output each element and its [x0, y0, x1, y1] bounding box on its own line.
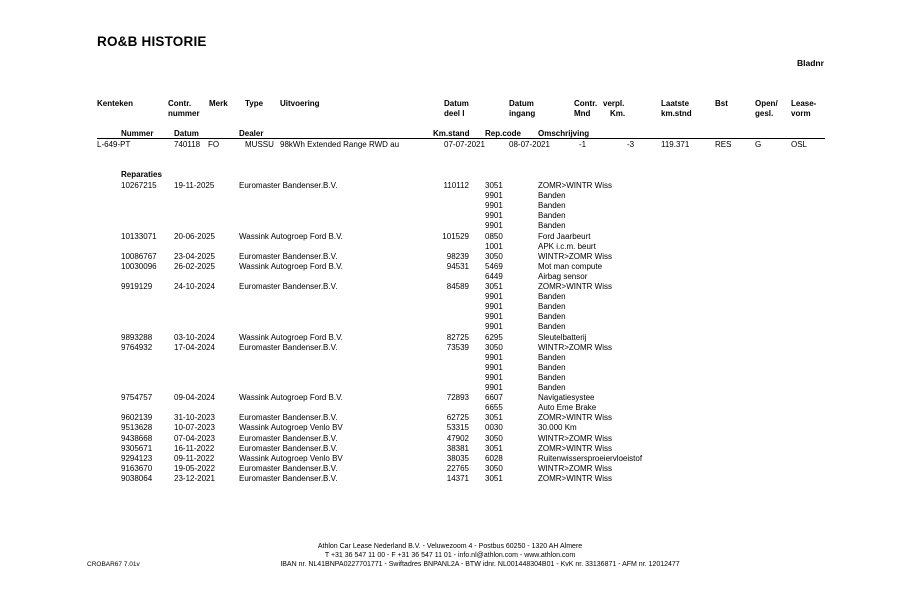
- rep-km: 72893: [446, 393, 469, 403]
- rep-dealer: Wassink Autogroep Ford B.V.: [239, 261, 343, 271]
- rep-datum: 23-04-2025: [174, 251, 215, 261]
- table-row: [0, 322, 900, 332]
- rep-km: 47902: [446, 433, 469, 443]
- table-row: [0, 221, 900, 231]
- bladnr-label: Bladnr: [797, 58, 824, 68]
- rep-code: 9901: [485, 201, 503, 211]
- rep-datum: 23-12-2021: [174, 473, 215, 483]
- rep-code: 5469: [485, 261, 503, 271]
- rep-code: 6607: [485, 393, 503, 403]
- rep-omschrijving: Banden: [538, 362, 566, 372]
- rep-code: 9901: [485, 292, 503, 302]
- rep-code: 6028: [485, 453, 503, 463]
- rep-dealer: Euromaster Bandenser.B.V.: [239, 342, 338, 352]
- rep-code: 3051: [485, 443, 503, 453]
- rep-code: 3051: [485, 181, 503, 190]
- vehicle-uitvoering: 98kWh Extended Range RWD au: [280, 140, 400, 149]
- rep-code: 9901: [485, 372, 503, 382]
- subheader-datum: Datum: [174, 129, 199, 138]
- rep-datum: 03-10-2024: [174, 332, 215, 342]
- rep-omschrijving: 30.000 Km: [538, 423, 577, 433]
- rep-code: 9901: [485, 383, 503, 392]
- rep-dealer: Euromaster Bandenser.B.V.: [239, 443, 338, 453]
- header-contr-nummer-2: nummer: [168, 109, 200, 118]
- header-datum-deel-1: Datum: [444, 99, 469, 108]
- rep-km: 82725: [446, 332, 469, 342]
- rep-km: 110112: [443, 181, 469, 190]
- rep-code: 3051: [485, 282, 503, 291]
- header-kenteken: Kenteken: [97, 99, 134, 108]
- table-row: [0, 474, 900, 484]
- table-row: [0, 181, 900, 191]
- rep-nummer: 10030096: [121, 261, 157, 271]
- table-row: [0, 444, 900, 454]
- rep-code: 9901: [485, 322, 503, 332]
- rep-code: 3050: [485, 463, 503, 473]
- rep-code: 9901: [485, 191, 503, 201]
- vehicle-lease-vorm: OSL: [791, 140, 808, 149]
- rep-omschrijving: ZOMR>WINTR Wiss: [538, 181, 612, 190]
- rep-km: 94531: [446, 261, 469, 271]
- rep-nummer: 9764932: [121, 342, 153, 352]
- table-row: [0, 211, 900, 221]
- header-datum-deel-2: deel I: [444, 109, 465, 118]
- rep-km: 22765: [446, 463, 469, 473]
- table-row: [0, 454, 900, 464]
- rep-dealer: Wassink Autogroep Venlo BV: [239, 423, 343, 433]
- table-row: [0, 333, 900, 343]
- rep-nummer: 9893288: [121, 332, 153, 342]
- rep-omschrijving: Banden: [538, 383, 566, 392]
- header-uitvoering: Uitvoering: [280, 99, 320, 108]
- rep-code: 3051: [485, 473, 503, 483]
- rep-omschrijving: Ford Jaarbeurt: [538, 231, 591, 241]
- rep-datum: 16-11-2022: [174, 443, 215, 453]
- table-row: [0, 232, 900, 242]
- rep-nummer: 9438668: [121, 433, 153, 443]
- vehicle-datum-deel: 07-07-2021: [444, 140, 485, 149]
- page-title: RO&B HISTORIE: [97, 34, 207, 49]
- header-contr-nummer-1: Contr.: [168, 99, 192, 108]
- rep-omschrijving: APK i.c.m. beurt: [538, 241, 596, 251]
- rep-code: 9901: [485, 352, 503, 362]
- rep-datum: 09-04-2024: [174, 393, 215, 403]
- header-divider: [97, 138, 825, 139]
- rep-nummer: 9919129: [121, 282, 153, 291]
- rep-code: 9901: [485, 302, 503, 312]
- footer-code: CROBAR67 7.01v: [87, 561, 140, 568]
- rep-km: 62725: [446, 413, 469, 423]
- rep-nummer: 9163670: [121, 463, 153, 473]
- rep-code: 6449: [485, 271, 503, 281]
- rep-nummer: 9038064: [121, 473, 153, 483]
- rep-nummer: 9305671: [121, 443, 153, 453]
- rep-code: 6655: [485, 403, 503, 413]
- table-row: [0, 413, 900, 423]
- rep-omschrijving: Banden: [538, 201, 566, 211]
- rep-omschrijving: WINTR>ZOMR Wiss: [538, 433, 612, 443]
- rep-omschrijving: Banden: [538, 312, 566, 322]
- vehicle-bst: RES: [715, 140, 732, 149]
- header-lease-2: vorm: [791, 109, 811, 118]
- rep-dealer: Euromaster Bandenser.B.V.: [239, 413, 338, 423]
- vehicle-kenteken: L-649-PT: [97, 140, 131, 149]
- rep-datum: 24-10-2024: [174, 282, 215, 291]
- vehicle-verpl-km: -3: [627, 140, 635, 149]
- rep-omschrijving: Airbag sensor: [538, 271, 588, 281]
- rep-omschrijving: Banden: [538, 302, 566, 312]
- rep-dealer: Wassink Autogroep Ford B.V.: [239, 393, 343, 403]
- header-contr-mnd-2: Mnd: [574, 109, 591, 118]
- rep-datum: 07-04-2023: [174, 433, 215, 443]
- rep-omschrijving: Ruitenwissersproeiervloeistof: [538, 453, 643, 463]
- table-row: [0, 373, 900, 383]
- rep-code: 3050: [485, 342, 503, 352]
- table-row: [0, 383, 900, 393]
- table-row: [0, 292, 900, 302]
- vehicle-contract: 740118: [174, 140, 201, 149]
- subheader-omschrijving: Omschrijving: [538, 129, 590, 138]
- rep-code: 1001: [485, 241, 503, 251]
- rep-code: 9901: [485, 362, 503, 372]
- vehicle-laatste-km: 119.371: [661, 140, 690, 149]
- subheader-dealer: Dealer: [239, 129, 264, 138]
- subheader-nummer: Nummer: [121, 129, 154, 138]
- header-lease-1: Lease-: [791, 99, 817, 108]
- table-row: [0, 363, 900, 373]
- header-open-1: Open/: [755, 99, 778, 108]
- rep-km: 53315: [446, 423, 469, 433]
- header-datum-ingang-1: Datum: [509, 99, 534, 108]
- rep-code: 0030: [485, 423, 503, 433]
- rep-omschrijving: Banden: [538, 211, 566, 221]
- rep-km: 84589: [446, 282, 469, 291]
- table-row: [0, 434, 900, 444]
- rep-nummer: 10267215: [121, 181, 157, 190]
- rep-code: 0850: [485, 231, 503, 241]
- table-row: [0, 302, 900, 312]
- rep-dealer: Wassink Autogroep Ford B.V.: [239, 332, 343, 342]
- rep-omschrijving: Navigatiesystee: [538, 393, 595, 403]
- table-row: [0, 282, 900, 292]
- table-row: [0, 343, 900, 353]
- rep-omschrijving: WINTR>ZOMR Wiss: [538, 342, 612, 352]
- rep-omschrijving: Mot man compute: [538, 261, 603, 271]
- vehicle-type: MUSSU: [245, 140, 274, 149]
- table-row: [0, 252, 900, 262]
- rep-datum: 19-11-2025: [174, 181, 215, 190]
- rep-dealer: Euromaster Bandenser.B.V.: [239, 473, 338, 483]
- rep-datum: 10-07-2023: [174, 423, 215, 433]
- rep-nummer: 9513628: [121, 423, 153, 433]
- rep-omschrijving: Banden: [538, 292, 566, 302]
- table-row: [0, 464, 900, 474]
- footer-address: Athlon Car Lease Nederland B.V. - Veluwezoom 4 - Postbus 60250 - 1320 AH Almere: [317, 543, 583, 550]
- header-datum-ingang-2: ingang: [509, 109, 536, 118]
- footer-contact: T +31 36 547 11 00 - F +31 36 547 11 01 - info.nl@athlon.com - www.athlon.com: [324, 552, 576, 559]
- vehicle-open-gesl: G: [755, 140, 762, 149]
- rep-km: 14371: [446, 473, 469, 483]
- rep-km: 101529: [442, 231, 469, 241]
- table-row: [0, 312, 900, 322]
- rep-dealer: Wassink Autogroep Venlo BV: [239, 453, 343, 463]
- header-type: Type: [245, 99, 264, 108]
- rep-nummer: 9602139: [121, 413, 153, 423]
- rep-omschrijving: Banden: [538, 221, 566, 231]
- rep-code: 9901: [485, 312, 503, 322]
- table-row: [0, 272, 900, 282]
- rep-nummer: 10086767: [121, 251, 157, 261]
- rep-omschrijving: ZOMR>WINTR Wiss: [538, 413, 612, 423]
- rep-omschrijving: ZOMR>WINTR Wiss: [538, 443, 612, 453]
- rep-dealer: Euromaster Bandenser.B.V.: [239, 463, 338, 473]
- rep-code: 9901: [485, 221, 503, 231]
- rep-dealer: Euromaster Bandenser.B.V.: [239, 251, 338, 261]
- rep-dealer: Wassink Autogroep Ford B.V.: [239, 231, 343, 241]
- header-laatste-1: Laatste: [661, 99, 690, 108]
- rep-km: 38035: [446, 453, 469, 463]
- table-row: [0, 201, 900, 211]
- rep-datum: 31-10-2023: [174, 413, 215, 423]
- rep-code: 3050: [485, 433, 503, 443]
- footer-bank: IBAN nr. NL41BNPA0227701771 - Swiftadres BNPANL2A - BTW idnr. NL001448304B01 - KvK nr. 33136871 - AFM nr. 12012477: [280, 561, 680, 568]
- header-verpl-km-2: Km.: [610, 109, 626, 118]
- vehicle-contr-mnd: -1: [579, 140, 587, 149]
- table-row: [0, 262, 900, 272]
- table-row: [0, 242, 900, 252]
- header-bst: Bst: [715, 99, 728, 108]
- rep-omschrijving: Auto Eme Brake: [538, 403, 597, 413]
- rep-omschrijving: ZOMR>WINTR Wiss: [538, 473, 612, 483]
- rep-dealer: Euromaster Bandenser.B.V.: [239, 282, 338, 291]
- rep-km: 38381: [446, 443, 469, 453]
- rep-dealer: Euromaster Bandenser.B.V.: [239, 433, 338, 443]
- rep-omschrijving: Banden: [538, 322, 566, 332]
- rep-nummer: 9754757: [121, 393, 153, 403]
- table-row: [0, 393, 900, 403]
- rep-omschrijving: ZOMR>WINTR Wiss: [538, 282, 612, 291]
- rep-datum: 09-11-2022: [174, 453, 215, 463]
- rep-omschrijving: WINTR>ZOMR Wiss: [538, 251, 612, 261]
- header-laatste-2: km.stnd: [661, 109, 692, 118]
- rep-dealer: Euromaster Bandenser.B.V.: [239, 181, 338, 190]
- rep-datum: 26-02-2025: [174, 261, 215, 271]
- reparaties-label: Reparaties: [121, 170, 162, 179]
- header-open-2: gesl.: [755, 109, 774, 118]
- rep-code: 3051: [485, 413, 503, 423]
- vehicle-datum-ingang: 08-07-2021: [509, 140, 550, 149]
- table-row: [0, 353, 900, 363]
- rep-datum: 17-04-2024: [174, 342, 215, 352]
- table-row: [0, 423, 900, 433]
- table-row: [0, 191, 900, 201]
- rep-omschrijving: Banden: [538, 372, 566, 382]
- rep-omschrijving: Banden: [538, 191, 566, 201]
- header-contr-mnd-1: Contr.: [574, 99, 598, 108]
- table-row: [0, 403, 900, 413]
- rep-code: 3050: [485, 251, 503, 261]
- subheader-repcode: Rep.code: [485, 129, 522, 138]
- rep-nummer: 10133071: [121, 231, 157, 241]
- subheader-kmstand: Km.stand: [433, 129, 470, 138]
- rep-code: 6295: [485, 332, 503, 342]
- rep-datum: 19-05-2022: [174, 463, 215, 473]
- rep-km: 98239: [446, 251, 469, 261]
- header-verpl-km-1: verpl.: [603, 99, 625, 108]
- vehicle-merk: FO: [208, 140, 220, 149]
- rep-omschrijving: WINTR>ZOMR Wiss: [538, 463, 612, 473]
- rep-nummer: 9294123: [121, 453, 153, 463]
- rep-omschrijving: Sleutelbatterij: [538, 332, 587, 342]
- rep-datum: 20-06-2025: [174, 231, 215, 241]
- header-merk: Merk: [209, 99, 228, 108]
- rep-omschrijving: Banden: [538, 352, 566, 362]
- rep-code: 9901: [485, 211, 503, 221]
- rep-km: 73539: [446, 342, 469, 352]
